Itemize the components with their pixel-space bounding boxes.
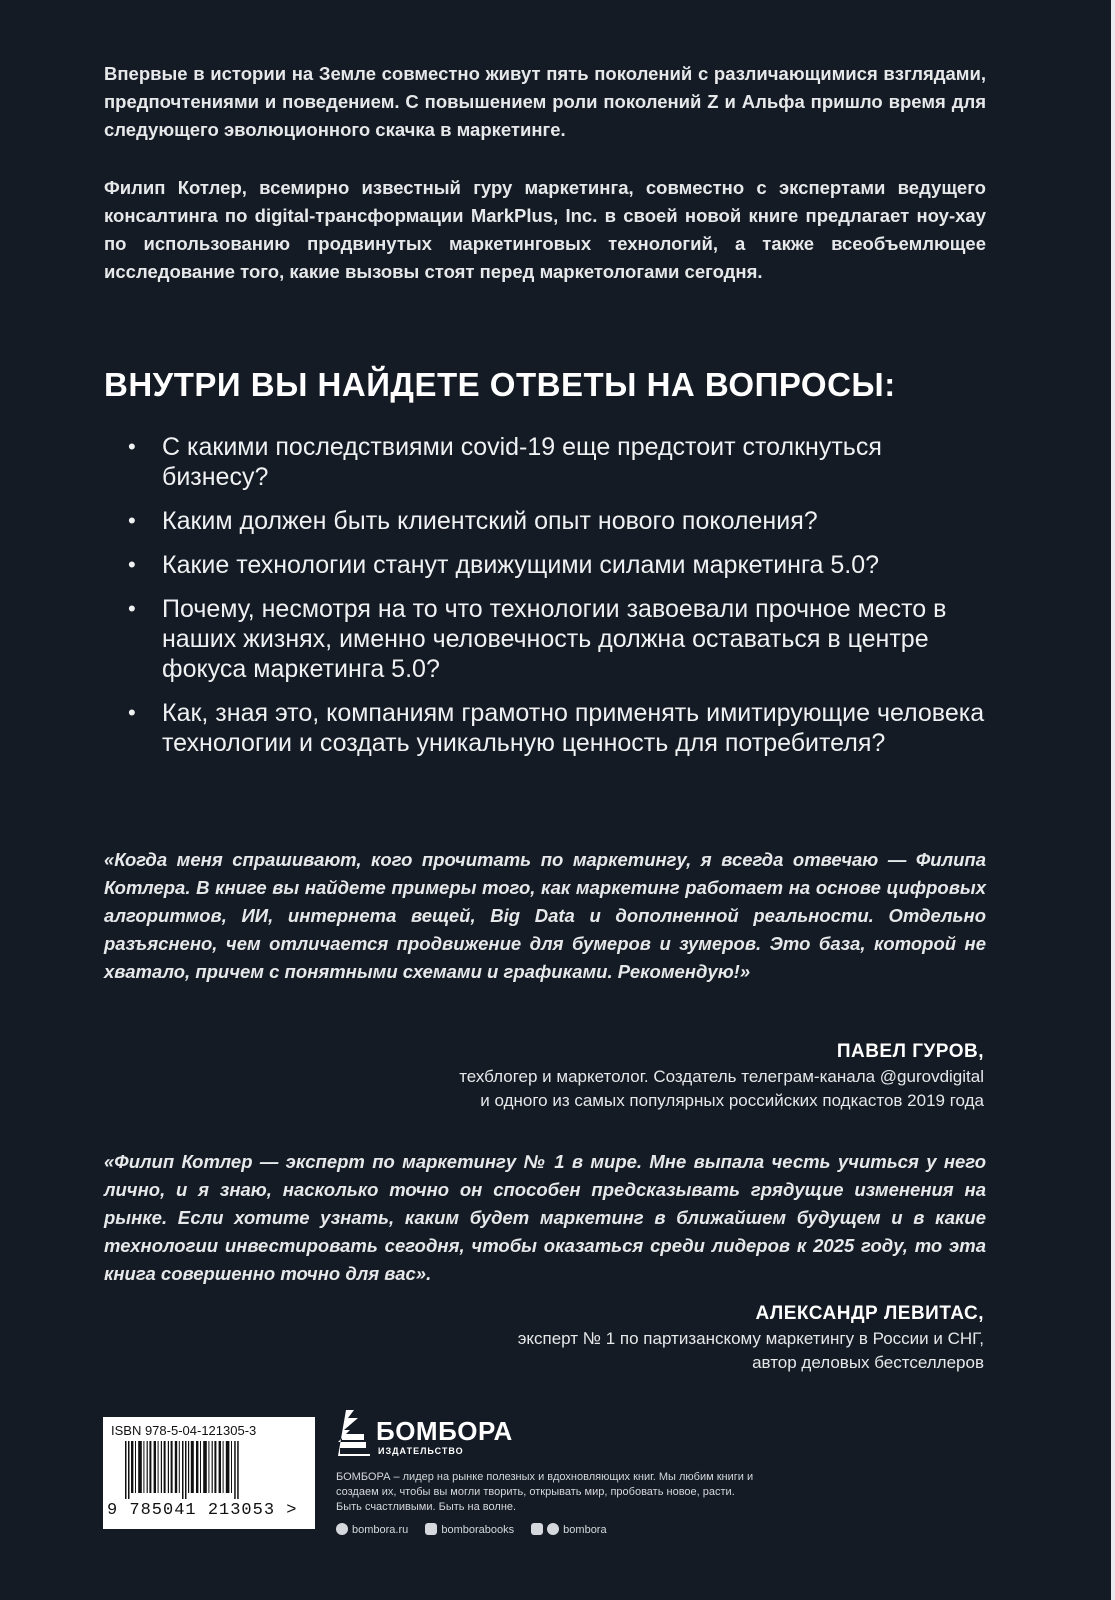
question-text: Каким должен быть клиентский опыт нового поколения? <box>162 507 818 535</box>
question-item <box>104 594 994 684</box>
barcode-bar <box>182 1441 184 1499</box>
bullet-icon: • <box>128 700 136 725</box>
barcode-bar <box>203 1441 207 1493</box>
bombora-logo-icon <box>336 1408 372 1458</box>
social-link[interactable] <box>425 1523 514 1536</box>
author-role-line: и одного из самых популярных российских подкастов 2019 года <box>480 1091 984 1110</box>
social-label: bombora <box>563 1524 607 1536</box>
barcode-bar <box>200 1441 201 1493</box>
barcode-bar <box>135 1441 136 1493</box>
barcode-bar <box>147 1441 148 1493</box>
bullet-icon: • <box>128 552 136 577</box>
barcode-bar <box>212 1441 213 1493</box>
barcode-number: 9 785041 213053 > <box>107 1501 298 1520</box>
author-name: ПАВЕЛ ГУРОВ, <box>836 1041 984 1062</box>
testimonial-attribution-1 <box>284 1039 984 1113</box>
barcode-bar <box>234 1441 236 1499</box>
bullet-icon: • <box>128 434 136 459</box>
barcode-bar <box>154 1441 156 1493</box>
barcode-bar <box>179 1441 180 1493</box>
barcode-bar <box>171 1441 173 1493</box>
question-text: Как, зная это, компаниям грамотно применять имитирующие человека технологии и создать уникальную ценность для потребителя? <box>162 699 985 757</box>
question-text: С какими последствиями covid-19 еще предстоит столкнуться бизнесу? <box>162 433 882 491</box>
bullet-icon: • <box>128 596 136 621</box>
barcode-bar <box>219 1441 221 1493</box>
publisher-description: БОМБОРА – лидер на рынке полезных и вдохновляющих книг. Мы любим книги и создаем их, чтобы вы могли творить, открывать мир, пробовать новое, расти. Быть счастливыми. Быть на волне. <box>336 1471 754 1513</box>
testimonial-attribution-2 <box>284 1301 984 1375</box>
cover-edge <box>1111 0 1115 1600</box>
barcode-bar <box>191 1441 194 1493</box>
testimonial-quote-1: «Когда меня спрашивают, кого прочитать по маркетингу, я всегда отвечаю — Филипа Котлера. В книге вы найдете примеры того, как маркетинг работает на основе цифровых алгоритмов, ИИ, интернета вещей, Big Data и дополненной реальности. Отдельно разъяснено, чем отличается продвижение для бумеров и зумеров. Это база, которой не хватало, причем с понятными схемами и графиками. Рекомендую!» <box>104 849 986 982</box>
barcode-bar <box>125 1441 127 1499</box>
publisher-socials <box>336 1523 621 1539</box>
barcode-bar <box>161 1441 162 1493</box>
globe-icon <box>336 1523 348 1535</box>
questions-list <box>104 432 994 772</box>
question-item <box>104 506 994 536</box>
barcode-bar <box>226 1441 230 1493</box>
intro-paragraph-2: Филип Котлер, всемирно известный гуру маркетинга, совместно с экспертами ведущего консалтинга по digital-трансформации MarkPlus, Inc. в своей новой книге предлагает ноу-хау по использованию продвинутых маркетинговых технологий, а также всеобъемлющее исследование того, какие вызовы стоят перед маркетологами сегодня. <box>104 177 986 282</box>
question-item <box>104 550 994 580</box>
barcode-bars <box>123 1441 301 1499</box>
testimonial-quote-2: «Филип Котлер — эксперт по маркетингу № 1 в мире. Мне выпала честь учиться у него лично, и я знаю, насколько точно он способен предсказывать грядущие изменения на рынке. Если хотите узнать, каким будет маркетинг в ближайшем будущем и в какие технологии инвестировать сегодня, чтобы оказаться среди лидеров к 2025 году, то эта книга совершенно точно для вас». <box>104 1151 986 1284</box>
question-text: Почему, несмотря на то что технологии завоевали прочное место в наших жизнях, именно человечность должна оставаться в центре фокуса маркетинга 5.0? <box>162 595 947 683</box>
barcode-bar <box>223 1441 224 1493</box>
bullet-icon: • <box>128 508 136 533</box>
barcode-bar <box>175 1441 177 1493</box>
barcode-bar <box>149 1441 151 1493</box>
barcode-bar <box>208 1441 209 1493</box>
intro-paragraph-1: Впервые в истории на Земле совместно живут пять поколений с различающимися взглядами, предпочтениями и поведением. С повышением роли поколений Z и Альфа пришло время для следующего эволюционного скачка в маркетинге. <box>104 63 986 140</box>
question-text: Какие технологии станут движущими силами маркетинга 5.0? <box>162 551 880 579</box>
publisher-subtitle: ИЗДАТЕЛЬСТВО <box>378 1446 464 1456</box>
vk-icon <box>425 1523 437 1535</box>
questions-heading: ВНУТРИ ВЫ НАЙДЕТЕ ОТВЕТЫ НА ВОПРОСЫ: <box>104 366 896 403</box>
social-label: bombora.ru <box>352 1524 409 1536</box>
social-label: bomborabooks <box>441 1524 515 1536</box>
barcode-bar <box>196 1441 198 1493</box>
barcode-bar <box>214 1441 216 1493</box>
author-role-line: техблогер и маркетолог. Создатель телеграм-канала @gurovdigital <box>459 1067 984 1086</box>
barcode-bar <box>168 1441 169 1493</box>
barcode-bar <box>143 1441 144 1493</box>
author-role-line: эксперт № 1 по партизанскому маркетингу в России и СНГ, <box>517 1329 984 1348</box>
author-role-line: автор деловых бестселлеров <box>752 1353 984 1372</box>
barcode-bar <box>138 1441 142 1493</box>
telegram-icon <box>547 1523 559 1535</box>
barcode-bar <box>231 1441 232 1493</box>
question-item <box>104 432 994 492</box>
question-item <box>104 698 994 758</box>
isbn-barcode <box>103 1417 315 1529</box>
social-link[interactable] <box>531 1523 606 1536</box>
author-name: АЛЕКСАНДР ЛЕВИТАС, <box>755 1303 984 1324</box>
barcode-bar <box>128 1441 130 1499</box>
isbn-label: ISBN 978-5-04-121305-3 <box>111 1423 257 1438</box>
publisher-name: БОМБОРА <box>376 1416 513 1446</box>
barcode-bar <box>131 1441 133 1493</box>
barcode-bar <box>237 1441 239 1499</box>
barcode-bar <box>188 1441 189 1493</box>
social-link[interactable] <box>336 1523 408 1536</box>
video-icon <box>531 1523 543 1535</box>
barcode-bar <box>185 1441 187 1499</box>
barcode-bar <box>164 1441 166 1493</box>
barcode-bar <box>158 1441 159 1493</box>
